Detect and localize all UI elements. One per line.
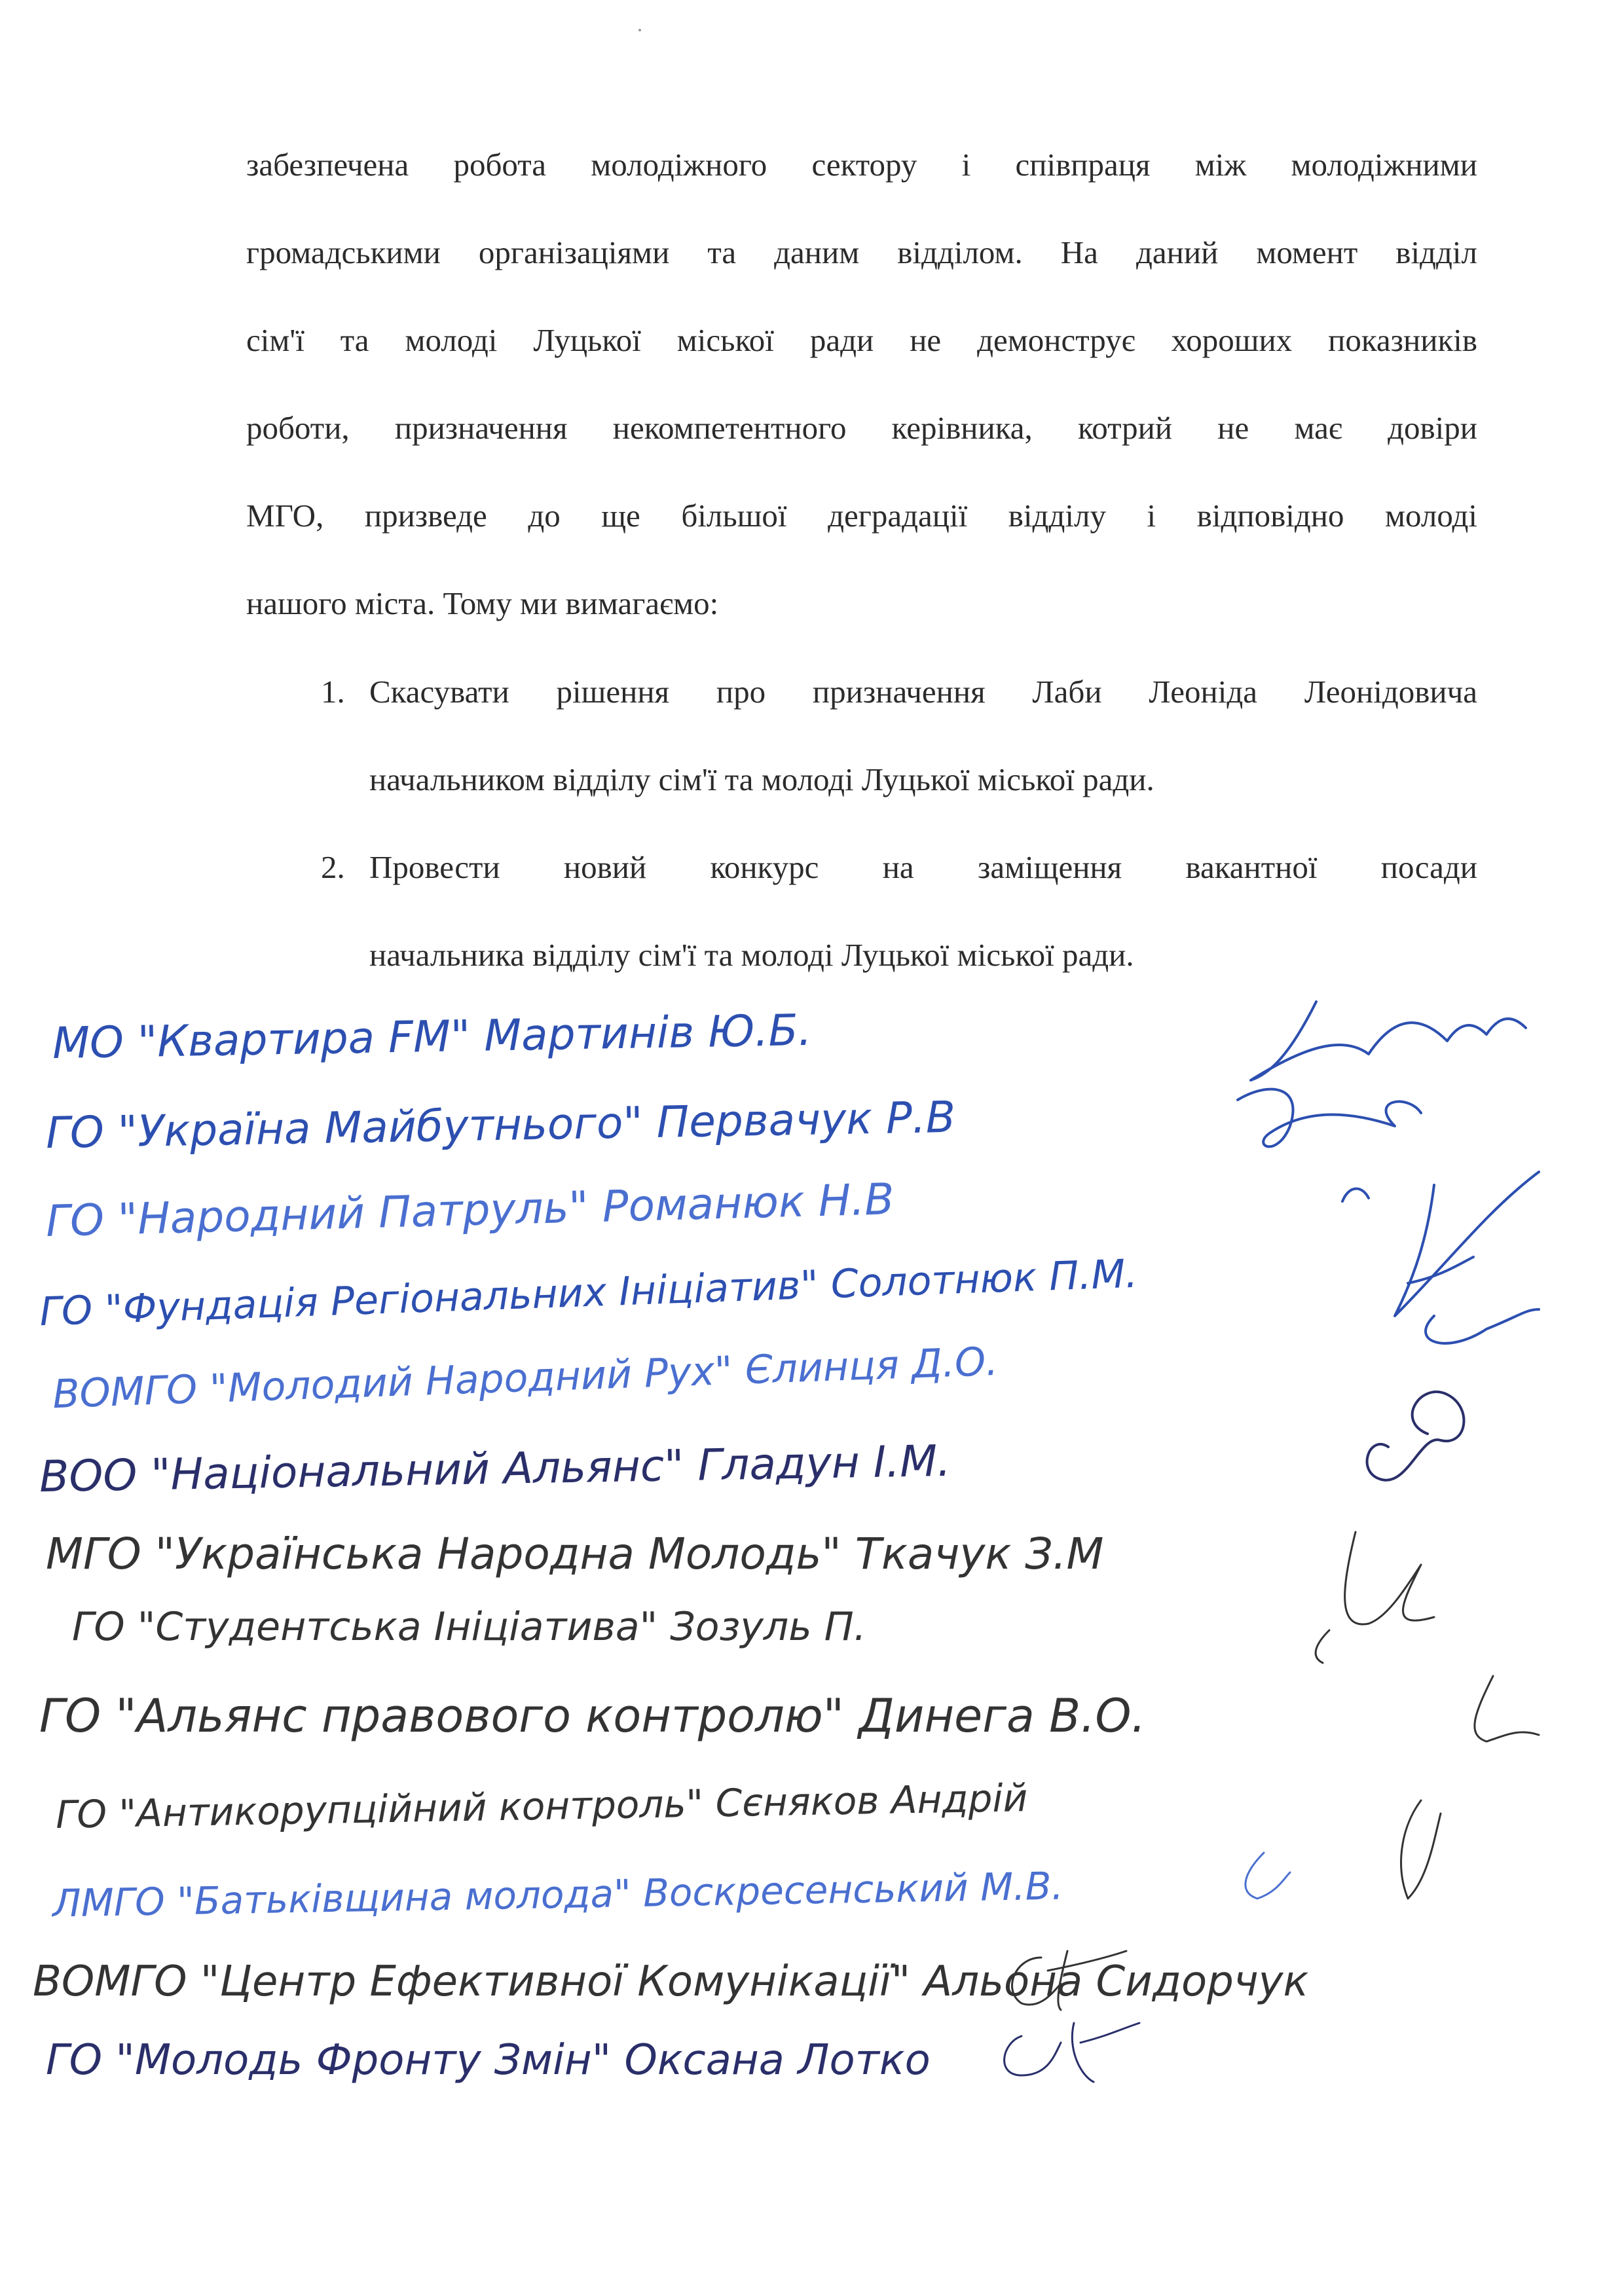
signatory-line: ГО "Антикорупційний контроль" Сєняков Андрій <box>55 1776 1028 1837</box>
demand-line: начальником відділу сім'ї та молоді Луцької міської ради. <box>369 761 1154 797</box>
body-line: роботи, призначення некомпетентного керівника, котрий не має довіри <box>246 410 1477 446</box>
demand-item <box>246 824 1477 999</box>
signature-scribbles-bottom <box>982 1938 1166 2095</box>
body-paragraph <box>246 121 1477 647</box>
signature-mark <box>1367 1392 1464 1480</box>
demand-item <box>246 648 1477 824</box>
signatory-line: МО "Квартира FM" Мартинів Ю.Б. <box>52 1004 813 1069</box>
body-line: сім'ї та молоді Луцької міської ради не демонструє хороших показників <box>246 322 1477 358</box>
signatory-line: ГО "Студентська Ініціатива" Зозуль П. <box>72 1604 866 1650</box>
signature-mark <box>1316 1630 1329 1663</box>
signatory-line: ГО "Народний Патруль" Романюк Н.В <box>45 1174 895 1247</box>
demand-number: 2. <box>321 849 345 885</box>
signature-scribbles <box>1211 975 1578 1997</box>
body-line: забезпечена робота молодіжного сектору і співпраця між молодіжними <box>246 147 1477 183</box>
signature-mark <box>1251 1002 1526 1080</box>
signatory-line: ГО "Молодь Фронту Змін" Оксана Лотко <box>46 2036 931 2085</box>
signatory-line: ГО "Фундація Регіональних Ініціатив" Солотнюк П.М. <box>39 1250 1139 1336</box>
demand-line: начальника відділу сім'ї та молоді Луцької міської ради. <box>369 937 1134 973</box>
signature-mark <box>1342 1189 1369 1201</box>
body-line: нашого міста. Тому ми вимагаємо: <box>246 585 719 621</box>
signature-mark <box>1238 1089 1421 1147</box>
signatory-line: ГО "Україна Майбутнього" Первачук Р.В <box>45 1091 956 1159</box>
body-line: громадськими організаціями та даним відділом. На даний момент відділ <box>246 234 1477 270</box>
signature-mark <box>1246 1853 1290 1899</box>
signatory-line: ВОМГО "Центр Ефективної Комунікації" Альона Сидорчук <box>33 1958 1309 2006</box>
demands-list <box>246 648 1477 999</box>
demand-line: Провести новий конкурс на заміщення вакантної посади <box>369 849 1477 885</box>
demand-number: 1. <box>321 674 345 710</box>
signature-mark <box>1395 1172 1539 1316</box>
signatory-line: ВОО "Національний Альянс" Гладун І.М. <box>39 1435 951 1503</box>
signatory-line: ГО "Альянс правового контролю" Динега В.О. <box>39 1689 1146 1743</box>
body-line: МГО, призведе до ще більшої деградації відділу і відповідно молоді <box>246 498 1477 534</box>
scan-speck <box>638 29 641 31</box>
signature-mark <box>1005 2023 1139 2082</box>
signature-mark <box>1012 1951 1126 2010</box>
signature-mark <box>1475 1676 1539 1741</box>
signature-mark <box>1345 1532 1434 1624</box>
signature-mark <box>1401 1800 1441 1899</box>
demand-line: Скасувати рішення про призначення Лаби Леоніда Леонідовича <box>369 674 1477 710</box>
signatory-line: ЛМГО "Батьківщина молода" Воскресенський М.В. <box>52 1863 1064 1926</box>
signatory-line: МГО "Українська Народна Молодь" Ткачук З.М <box>46 1529 1104 1579</box>
signature-mark <box>1426 1309 1539 1343</box>
signatory-line: ВОМГО "Молодий Народний Рух" Єлинця Д.О. <box>52 1338 999 1418</box>
